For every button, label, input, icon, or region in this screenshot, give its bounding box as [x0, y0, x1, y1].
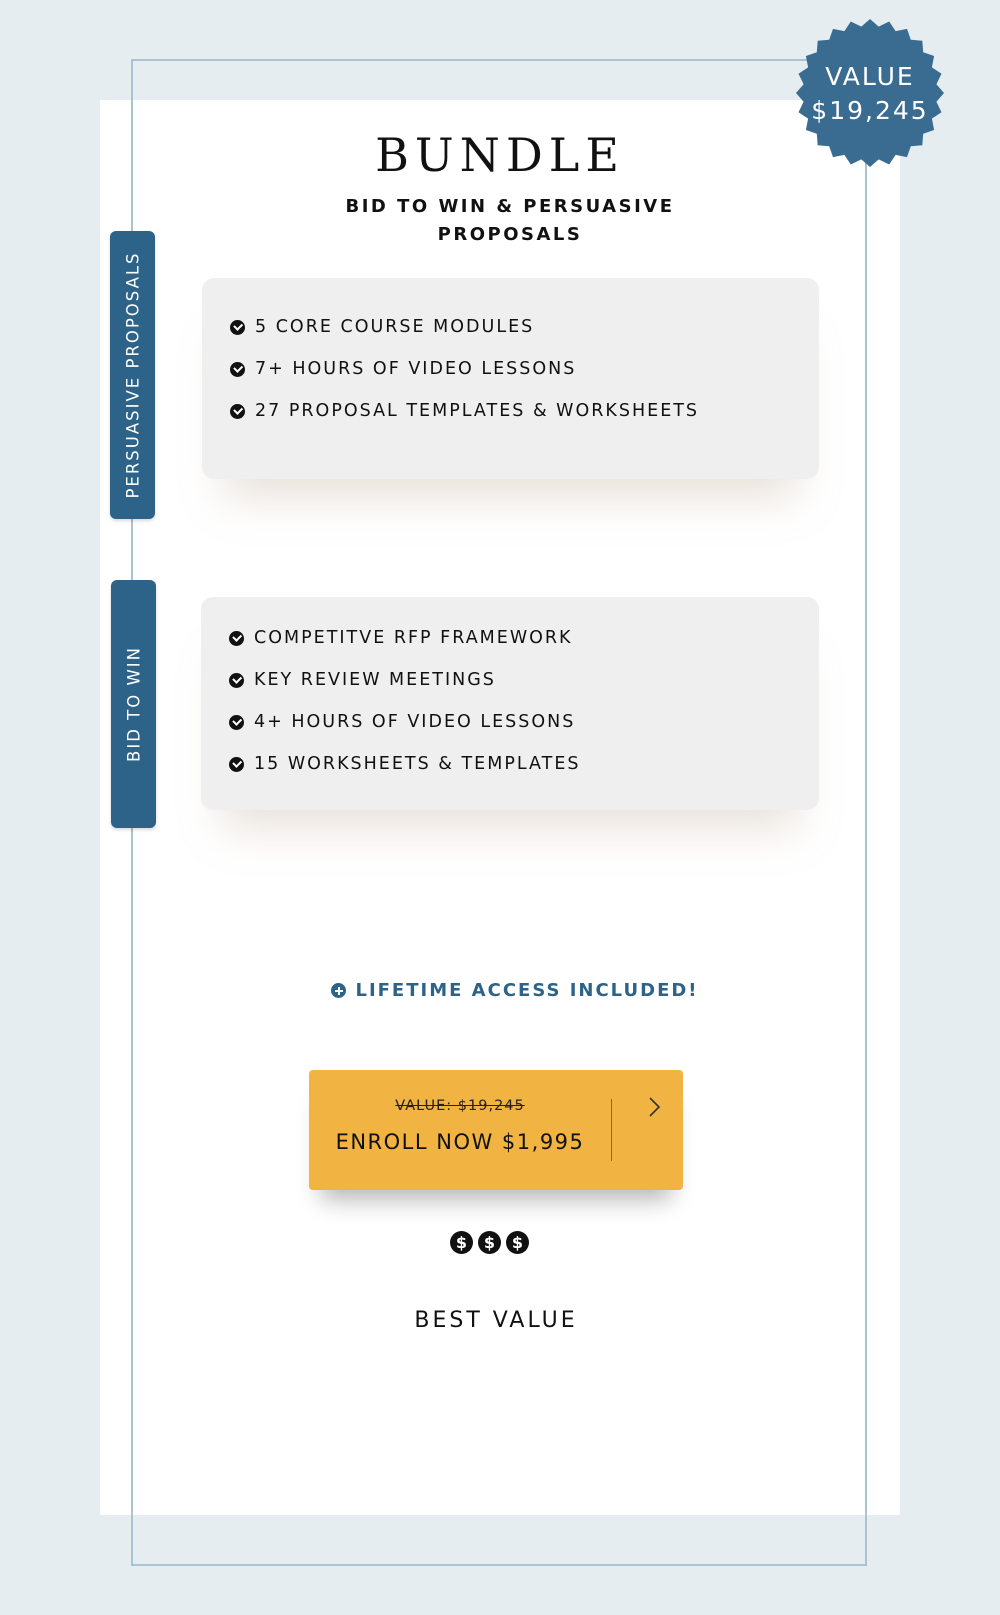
subtitle-line-2: PROPOSALS [437, 224, 583, 245]
feature-list [229, 617, 581, 785]
feature-box-persuasive-proposals [202, 278, 819, 479]
check-circle-icon [230, 404, 245, 419]
feature-text: 27 PROPOSAL TEMPLATES & WORKSHEETS [255, 401, 700, 421]
feature-item [230, 306, 699, 348]
feature-text: 4+ HOURS OF VIDEO LESSONS [254, 712, 576, 732]
dollar-icon: $ [506, 1231, 529, 1254]
dollar-icon: $ [478, 1231, 501, 1254]
side-tab-label: BID TO WIN [124, 646, 143, 762]
feature-box-bid-to-win [201, 597, 819, 810]
dollar-icon: $ [450, 1231, 473, 1254]
lifetime-access-text: LIFETIME ACCESS INCLUDED! [355, 980, 699, 1001]
check-circle-icon [229, 715, 244, 730]
check-circle-icon [229, 631, 244, 646]
page-subtitle [340, 193, 680, 249]
lifetime-access-note [0, 980, 1000, 1001]
feature-item [230, 390, 699, 432]
chevron-right-icon [644, 1096, 666, 1118]
feature-item [229, 701, 581, 743]
feature-text: COMPETITVE RFP FRAMEWORK [254, 628, 573, 648]
original-value-text: VALUE: $19,245 [395, 1098, 525, 1114]
plus-circle-icon [331, 983, 346, 998]
check-circle-icon [230, 320, 245, 335]
value-badge [795, 18, 945, 168]
enroll-label: ENROLL NOW $1,995 [335, 1130, 585, 1154]
badge-text [795, 60, 945, 128]
badge-line-amount: $19,245 [811, 96, 929, 125]
page-title: BUNDLE [375, 128, 625, 182]
feature-text: KEY REVIEW MEETINGS [254, 670, 496, 690]
feature-list [230, 306, 699, 432]
feature-item [229, 659, 581, 701]
feature-text: 5 CORE COURSE MODULES [255, 317, 535, 337]
badge-line-value: VALUE [825, 62, 915, 91]
side-tab-bid-to-win[interactable] [111, 580, 156, 828]
subtitle-line-1: BID TO WIN & PERSUASIVE [345, 196, 675, 217]
enroll-now-button[interactable] [309, 1070, 683, 1190]
side-tab-persuasive-proposals[interactable] [110, 231, 155, 519]
feature-text: 15 WORKSHEETS & TEMPLATES [254, 754, 581, 774]
feature-item [229, 617, 581, 659]
button-divider [611, 1099, 612, 1161]
price-tier-icons [450, 1231, 540, 1255]
check-circle-icon [229, 673, 244, 688]
check-circle-icon [230, 362, 245, 377]
side-tab-label: PERSUASIVE PROPOSALS [123, 251, 142, 499]
feature-text: 7+ HOURS OF VIDEO LESSONS [255, 359, 577, 379]
feature-item [229, 743, 581, 785]
best-value-label: BEST VALUE [414, 1308, 578, 1333]
check-circle-icon [229, 757, 244, 772]
feature-item [230, 348, 699, 390]
